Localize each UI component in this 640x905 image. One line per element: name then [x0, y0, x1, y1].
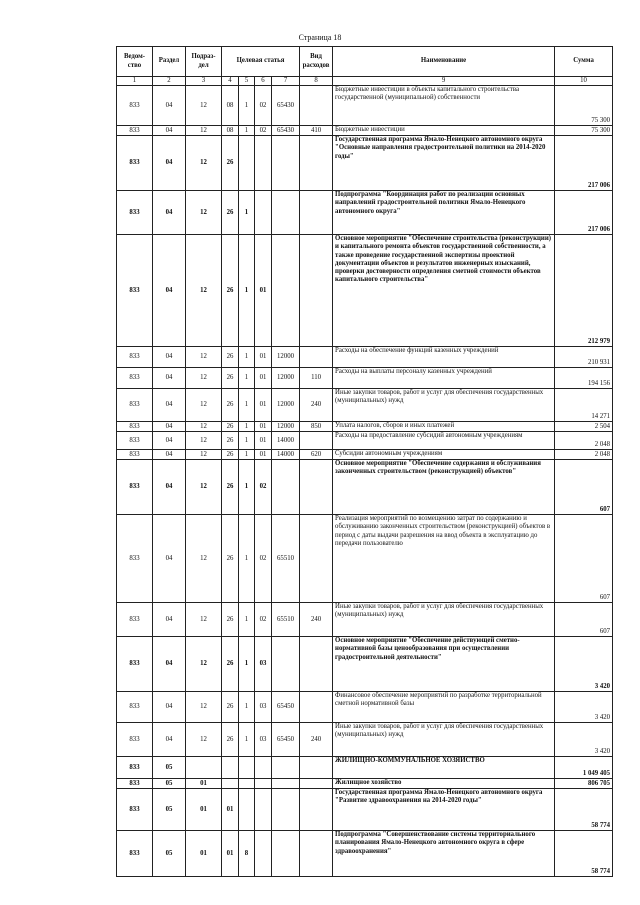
dept-cell: 833 [117, 692, 153, 723]
expense-type-cell [300, 831, 333, 877]
dept-cell: 833 [117, 432, 153, 450]
column-number: 6 [255, 77, 272, 86]
subprogram-cell [239, 757, 255, 779]
direction-cell [272, 637, 300, 692]
subprogram-cell: 1 [239, 515, 255, 603]
table-row [117, 723, 613, 757]
section-cell: 05 [153, 779, 186, 789]
direction-cell [272, 779, 300, 789]
section-cell: 04 [153, 191, 186, 235]
page-label: Страница 18 [298, 33, 342, 42]
program-cell: 26 [222, 389, 239, 422]
subprogram-cell [239, 789, 255, 831]
direction-cell: 65450 [272, 723, 300, 757]
table-row [117, 757, 613, 779]
table-row [117, 235, 613, 347]
column-number: 4 [222, 77, 239, 86]
name-cell: Подпрограмма "Совершенствование системы территориального планирования Ямало-Ненецкого автономного округа в сфере здравоохранения" [333, 831, 555, 877]
name-cell: Иные закупки товаров, работ и услуг для обеспечения государственных (муниципальных) нужд [333, 389, 555, 422]
expense-type-cell: 240 [300, 389, 333, 422]
table-row [117, 789, 613, 831]
dept-cell: 833 [117, 368, 153, 389]
event-cell: 02 [255, 515, 272, 603]
table-row [117, 603, 613, 637]
section-cell: 04 [153, 637, 186, 692]
subsection-cell: 12 [186, 422, 222, 432]
direction-cell: 12000 [272, 422, 300, 432]
expense-type-cell [300, 86, 333, 126]
section-cell: 04 [153, 389, 186, 422]
table-row [117, 460, 613, 515]
subprogram-cell: 1 [239, 603, 255, 637]
name-cell: Основное мероприятие "Обеспечение строительства (реконструкции) и капитального ремонта объектов государственной собственности, а также проведение государственной экспертизы проектной документации объектов и результатов инженерных изысканий, проверки достоверности определения сметной стоимости объектов капитального строительства" [333, 235, 555, 347]
event-cell: 02 [255, 603, 272, 637]
subsection-cell [186, 757, 222, 779]
subprogram-cell: 1 [239, 235, 255, 347]
section-cell: 05 [153, 757, 186, 779]
event-cell: 02 [255, 460, 272, 515]
table-row [117, 637, 613, 692]
direction-cell: 65510 [272, 603, 300, 637]
expense-type-cell [300, 191, 333, 235]
expense-type-cell: 240 [300, 603, 333, 637]
expense-type-cell [300, 757, 333, 779]
amount-cell: 75 300 [555, 86, 613, 126]
event-cell: 02 [255, 126, 272, 136]
column-number: 2 [153, 77, 186, 86]
event-cell [255, 831, 272, 877]
subprogram-cell: 1 [239, 191, 255, 235]
name-cell: Субсидии автономным учреждениям [333, 450, 555, 460]
amount-cell: 3 420 [555, 637, 613, 692]
program-cell: 26 [222, 432, 239, 450]
subsection-cell: 12 [186, 723, 222, 757]
dept-cell: 833 [117, 603, 153, 637]
section-cell: 04 [153, 432, 186, 450]
subprogram-cell: 1 [239, 347, 255, 368]
program-cell: 08 [222, 86, 239, 126]
header-row [117, 47, 613, 77]
section-cell: 04 [153, 723, 186, 757]
subprogram-cell [239, 779, 255, 789]
dept-cell: 833 [117, 779, 153, 789]
expense-type-cell [300, 347, 333, 368]
subsection-cell: 12 [186, 637, 222, 692]
table-row [117, 779, 613, 789]
program-cell: 01 [222, 831, 239, 877]
dept-cell: 833 [117, 191, 153, 235]
subsection-cell: 12 [186, 460, 222, 515]
event-cell [255, 136, 272, 191]
header-expense-type: Вид расходов [300, 47, 333, 77]
dept-cell: 833 [117, 86, 153, 126]
direction-cell: 65430 [272, 86, 300, 126]
program-cell [222, 757, 239, 779]
header-amount: Сумма [555, 47, 613, 77]
name-cell: Уплата налогов, сборов и иных платежей [333, 422, 555, 432]
table-row [117, 191, 613, 235]
name-cell: Жилищное хозяйство [333, 779, 555, 789]
amount-cell: 217 006 [555, 191, 613, 235]
table-row [117, 515, 613, 603]
subprogram-cell: 1 [239, 460, 255, 515]
subprogram-cell [239, 136, 255, 191]
program-cell: 26 [222, 235, 239, 347]
direction-cell: 12000 [272, 389, 300, 422]
table-row [117, 422, 613, 432]
table-row [117, 389, 613, 422]
dept-cell: 833 [117, 757, 153, 779]
subsection-cell: 12 [186, 368, 222, 389]
subprogram-cell: 8 [239, 831, 255, 877]
direction-cell [272, 191, 300, 235]
amount-cell: 217 006 [555, 136, 613, 191]
amount-cell: 210 931 [555, 347, 613, 368]
subprogram-cell: 1 [239, 692, 255, 723]
section-cell: 04 [153, 450, 186, 460]
amount-cell: 607 [555, 603, 613, 637]
dept-cell: 833 [117, 347, 153, 368]
name-cell: Государственная программа Ямало-Ненецкого автономного округа "Основные направления градостроительной политики на 2014-2020 годы" [333, 136, 555, 191]
program-cell: 26 [222, 515, 239, 603]
table-row [117, 86, 613, 126]
dept-cell: 833 [117, 723, 153, 757]
subsection-cell: 12 [186, 692, 222, 723]
program-cell: 26 [222, 450, 239, 460]
section-cell: 04 [153, 692, 186, 723]
dept-cell: 833 [117, 422, 153, 432]
event-cell: 01 [255, 432, 272, 450]
amount-cell: 14 271 [555, 389, 613, 422]
name-cell: Расходы на выплаты персоналу казенных учреждений [333, 368, 555, 389]
subsection-cell: 12 [186, 191, 222, 235]
dept-cell: 833 [117, 789, 153, 831]
column-number: 8 [300, 77, 333, 86]
amount-cell: 3 420 [555, 692, 613, 723]
event-cell: 01 [255, 450, 272, 460]
table-row [117, 368, 613, 389]
name-cell: Реализация мероприятий по возмещению затрат по содержанию и обслуживанию законченных строительством (реконструкцией) объектов в период с даты выдачи разрешения на ввод объекта в эксплуатацию до передачи пользователю [333, 515, 555, 603]
column-number: 5 [239, 77, 255, 86]
subsection-cell: 12 [186, 86, 222, 126]
name-cell: Расходы на предоставление субсидий автономным учреждениям [333, 432, 555, 450]
name-cell: Государственная программа Ямало-Ненецкого автономного округа "Развитие здравоохранения на 2014-2020 годы" [333, 789, 555, 831]
amount-cell: 3 420 [555, 723, 613, 757]
section-cell: 04 [153, 347, 186, 368]
expense-type-cell [300, 637, 333, 692]
dept-cell: 833 [117, 637, 153, 692]
direction-cell: 65430 [272, 126, 300, 136]
table-row [117, 136, 613, 191]
section-cell: 05 [153, 789, 186, 831]
section-cell: 04 [153, 368, 186, 389]
dept-cell: 833 [117, 515, 153, 603]
table-row [117, 126, 613, 136]
program-cell: 26 [222, 692, 239, 723]
subprogram-cell: 1 [239, 723, 255, 757]
subsection-cell: 01 [186, 779, 222, 789]
header-dept: Ведом-ство [117, 47, 153, 77]
program-cell: 26 [222, 136, 239, 191]
event-cell [255, 779, 272, 789]
program-cell [222, 779, 239, 789]
subsection-cell: 12 [186, 126, 222, 136]
event-cell [255, 757, 272, 779]
dept-cell: 833 [117, 831, 153, 877]
program-cell: 26 [222, 637, 239, 692]
name-cell: Иные закупки товаров, работ и услуг для обеспечения государственных (муниципальных) нужд [333, 603, 555, 637]
event-cell: 03 [255, 637, 272, 692]
program-cell: 26 [222, 723, 239, 757]
subsection-cell: 01 [186, 789, 222, 831]
event-cell [255, 191, 272, 235]
direction-cell: 65510 [272, 515, 300, 603]
expense-type-cell [300, 515, 333, 603]
section-cell: 04 [153, 515, 186, 603]
subprogram-cell: 1 [239, 126, 255, 136]
direction-cell [272, 831, 300, 877]
subsection-cell: 12 [186, 389, 222, 422]
subprogram-cell: 1 [239, 389, 255, 422]
direction-cell: 12000 [272, 347, 300, 368]
subsection-cell: 12 [186, 603, 222, 637]
name-cell: Подпрограмма "Координация работ по реализации основных направлений градостроительной политики Ямало-Ненецкого автономного округа" [333, 191, 555, 235]
expense-type-cell: 850 [300, 422, 333, 432]
section-cell: 04 [153, 422, 186, 432]
subsection-cell: 12 [186, 432, 222, 450]
event-cell: 01 [255, 235, 272, 347]
subsection-cell: 12 [186, 136, 222, 191]
header-name: Наименование [333, 47, 555, 77]
amount-cell: 1 049 405 [555, 757, 613, 779]
event-cell: 01 [255, 368, 272, 389]
section-cell: 05 [153, 831, 186, 877]
expense-type-cell [300, 460, 333, 515]
subprogram-cell: 1 [239, 368, 255, 389]
section-cell: 04 [153, 136, 186, 191]
section-cell: 04 [153, 603, 186, 637]
header-subsection: Подраз-дел [186, 47, 222, 77]
direction-cell [272, 235, 300, 347]
event-cell: 01 [255, 347, 272, 368]
subprogram-cell: 1 [239, 86, 255, 126]
table-row [117, 692, 613, 723]
program-cell: 01 [222, 789, 239, 831]
header-section: Раздел [153, 47, 186, 77]
dept-cell: 833 [117, 235, 153, 347]
column-number: 7 [272, 77, 300, 86]
name-cell: Расходы на обеспечение функций казенных учреждений [333, 347, 555, 368]
amount-cell: 58 774 [555, 789, 613, 831]
subsection-cell: 12 [186, 347, 222, 368]
subsection-cell: 12 [186, 235, 222, 347]
expense-type-cell [300, 235, 333, 347]
dept-cell: 833 [117, 136, 153, 191]
direction-cell: 14000 [272, 432, 300, 450]
expense-type-cell: 410 [300, 126, 333, 136]
dept-cell: 833 [117, 460, 153, 515]
subsection-cell: 12 [186, 515, 222, 603]
name-cell: Бюджетные инвестиции [333, 126, 555, 136]
name-cell: Основное мероприятие "Обеспечение действующей сметно-нормативной базы ценообразования при осуществлении градостроительной деятельности" [333, 637, 555, 692]
program-cell: 26 [222, 347, 239, 368]
direction-cell: 14000 [272, 450, 300, 460]
column-number: 9 [333, 77, 555, 86]
name-cell: ЖИЛИЩНО-КОММУНАЛЬНОЕ ХОЗЯЙСТВО [333, 757, 555, 779]
expense-type-cell [300, 789, 333, 831]
section-cell: 04 [153, 460, 186, 515]
subprogram-cell: 1 [239, 637, 255, 692]
subprogram-cell: 1 [239, 422, 255, 432]
direction-cell: 12000 [272, 368, 300, 389]
name-cell: Иные закупки товаров, работ и услуг для обеспечения государственных (муниципальных) нужд [333, 723, 555, 757]
direction-cell: 65450 [272, 692, 300, 723]
amount-cell: 607 [555, 515, 613, 603]
subprogram-cell: 1 [239, 450, 255, 460]
event-cell: 03 [255, 692, 272, 723]
program-cell: 26 [222, 460, 239, 515]
table-row [117, 831, 613, 877]
expense-type-cell [300, 136, 333, 191]
dept-cell: 833 [117, 126, 153, 136]
name-cell: Бюджетные инвестиции в объекты капитального строительства государственной (муниципальной) собственности [333, 86, 555, 126]
program-cell: 26 [222, 368, 239, 389]
budget-table [116, 46, 613, 877]
direction-cell [272, 136, 300, 191]
program-cell: 08 [222, 126, 239, 136]
direction-cell [272, 789, 300, 831]
dept-cell: 833 [117, 450, 153, 460]
direction-cell [272, 460, 300, 515]
subprogram-cell: 1 [239, 432, 255, 450]
name-cell: Основное мероприятие "Обеспечение содержания и обслуживания законченных строительством (реконструкцией) объектов" [333, 460, 555, 515]
expense-type-cell: 240 [300, 723, 333, 757]
expense-type-cell [300, 432, 333, 450]
amount-cell: 75 300 [555, 126, 613, 136]
column-number: 10 [555, 77, 613, 86]
program-cell: 26 [222, 422, 239, 432]
name-cell: Финансовое обеспечение мероприятий по разработке территориальной сметной нормативной базы [333, 692, 555, 723]
amount-cell: 607 [555, 460, 613, 515]
column-number: 1 [117, 77, 153, 86]
amount-cell: 212 979 [555, 235, 613, 347]
amount-cell: 2 048 [555, 450, 613, 460]
table-row [117, 450, 613, 460]
header-target-item: Целевая статья [222, 47, 300, 77]
program-cell: 26 [222, 191, 239, 235]
event-cell: 01 [255, 389, 272, 422]
subsection-cell: 01 [186, 831, 222, 877]
subsection-cell: 12 [186, 450, 222, 460]
expense-type-cell [300, 779, 333, 789]
amount-cell: 2 048 [555, 432, 613, 450]
section-cell: 04 [153, 235, 186, 347]
event-cell: 03 [255, 723, 272, 757]
amount-cell: 2 504 [555, 422, 613, 432]
table-row [117, 432, 613, 450]
column-number-row [117, 77, 613, 86]
event-cell: 02 [255, 86, 272, 126]
amount-cell: 58 774 [555, 831, 613, 877]
amount-cell: 806 705 [555, 779, 613, 789]
event-cell [255, 789, 272, 831]
expense-type-cell: 620 [300, 450, 333, 460]
section-cell: 04 [153, 126, 186, 136]
event-cell: 01 [255, 422, 272, 432]
expense-type-cell: 110 [300, 368, 333, 389]
program-cell: 26 [222, 603, 239, 637]
dept-cell: 833 [117, 389, 153, 422]
section-cell: 04 [153, 86, 186, 126]
amount-cell: 194 156 [555, 368, 613, 389]
table-row [117, 347, 613, 368]
expense-type-cell [300, 692, 333, 723]
direction-cell [272, 757, 300, 779]
column-number: 3 [186, 77, 222, 86]
